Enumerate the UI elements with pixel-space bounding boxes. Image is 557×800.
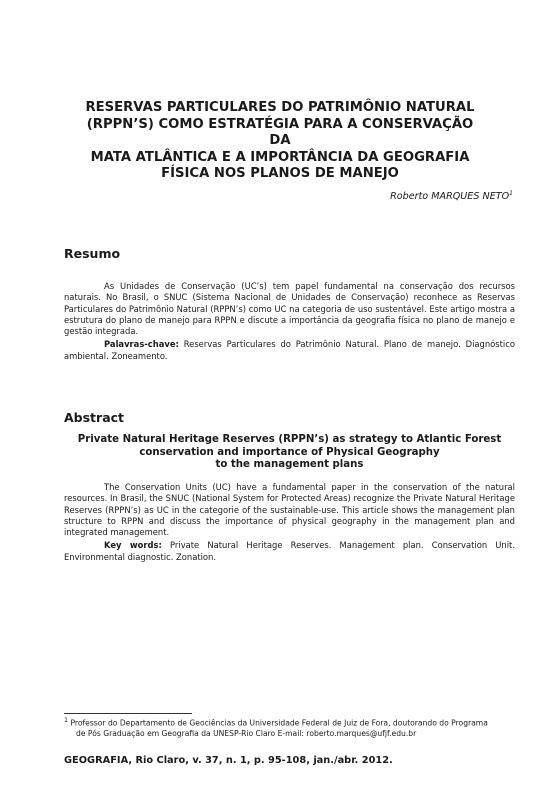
resumo-paragraph: As Unidades de Conservação (UC’s) tem papel fundamental na conservação dos recursos naturais. No Brasil, o SNUC (Sistema Nacional de Unidades de Conservação) reconhece as Reservas Particulares do Patrimônio Natural (RPPN’s) como UC na categoria de uso sustentável. Este artigo mostra a estrutura do plano de manejo para RPPN e discute a importância da geografia física no plano de manejo e gestão integrada.: [64, 281, 515, 337]
abstract-paragraph: The Conservation Units (UC) have a fundamental paper in the conservation of the natural resources. In Brasil, the SNUC (National System for Protected Areas) recognize the Private Natural Heritage Reserves (RPPN’s) as UC in the categorie of the sustainable-use. This article shows the management plan structure to RPPN and discuss the importance of physical geography in the management plan and integrated management.: [64, 482, 515, 538]
abstract-heading: Abstract: [64, 410, 125, 425]
abstract-keywords: [64, 540, 515, 563]
footnote: [64, 716, 519, 739]
english-title-line: Private Natural Heritage Reserves (RPPN’s) as strategy to Atlantic Forest: [77, 434, 502, 445]
title-line: RESERVAS PARTICULARES DO PATRIMÔNIO NATURAL: [85, 100, 475, 115]
english-title-line: conservation and importance of Physical Geography: [139, 446, 440, 458]
footnote-text: Professor do Departamento de Geociências da Universidade Federal de Juiz de Fora, doutorando do Programa: [70, 718, 488, 728]
resumo-body: [64, 281, 515, 362]
keywords-text: Reservas Particulares do Patrimônio Natural. Plano de manejo. Diagnóstico ambiental. Zoneamento.: [64, 339, 515, 361]
title-line: FÍSICA NOS PLANOS DE MANEJO: [161, 166, 399, 181]
footnote-divider: [64, 713, 192, 714]
author-name: Roberto MARQUES NETO: [390, 191, 510, 203]
footnote-line: [64, 716, 519, 729]
footnote-mark: 1: [64, 717, 69, 724]
english-title: [64, 434, 515, 472]
author-line: [390, 190, 513, 202]
article-title: [80, 100, 480, 183]
footnote-line: de Pós Graduação em Geografia da UNESP-Rio Claro E-mail: roberto.marques@ufjf.edu.br: [76, 728, 417, 738]
resumo-heading: Resumo: [64, 246, 121, 261]
title-line: (RPPN’S) COMO ESTRATÉGIA PARA A CONSERVAÇÃO DA: [86, 116, 474, 148]
title-line: MATA ATLÂNTICA E A IMPORTÂNCIA DA GEOGRAFIA: [90, 149, 470, 165]
abstract-body: [64, 482, 515, 563]
journal-reference: GEOGRAFIA, Rio Claro, v. 37, n. 1, p. 95-108, jan./abr. 2012.: [64, 755, 393, 766]
resumo-keywords: [64, 339, 515, 362]
keywords-label: Key words:: [104, 540, 162, 551]
keywords-label: Palavras-chave:: [104, 339, 179, 350]
english-title-line: to the management plans: [215, 459, 364, 470]
author-footnote-mark: 1: [509, 190, 513, 197]
keywords-text: Private Natural Heritage Reserves. Management plan. Conservation Unit. Environmental diagnostic. Zonation.: [64, 540, 515, 562]
